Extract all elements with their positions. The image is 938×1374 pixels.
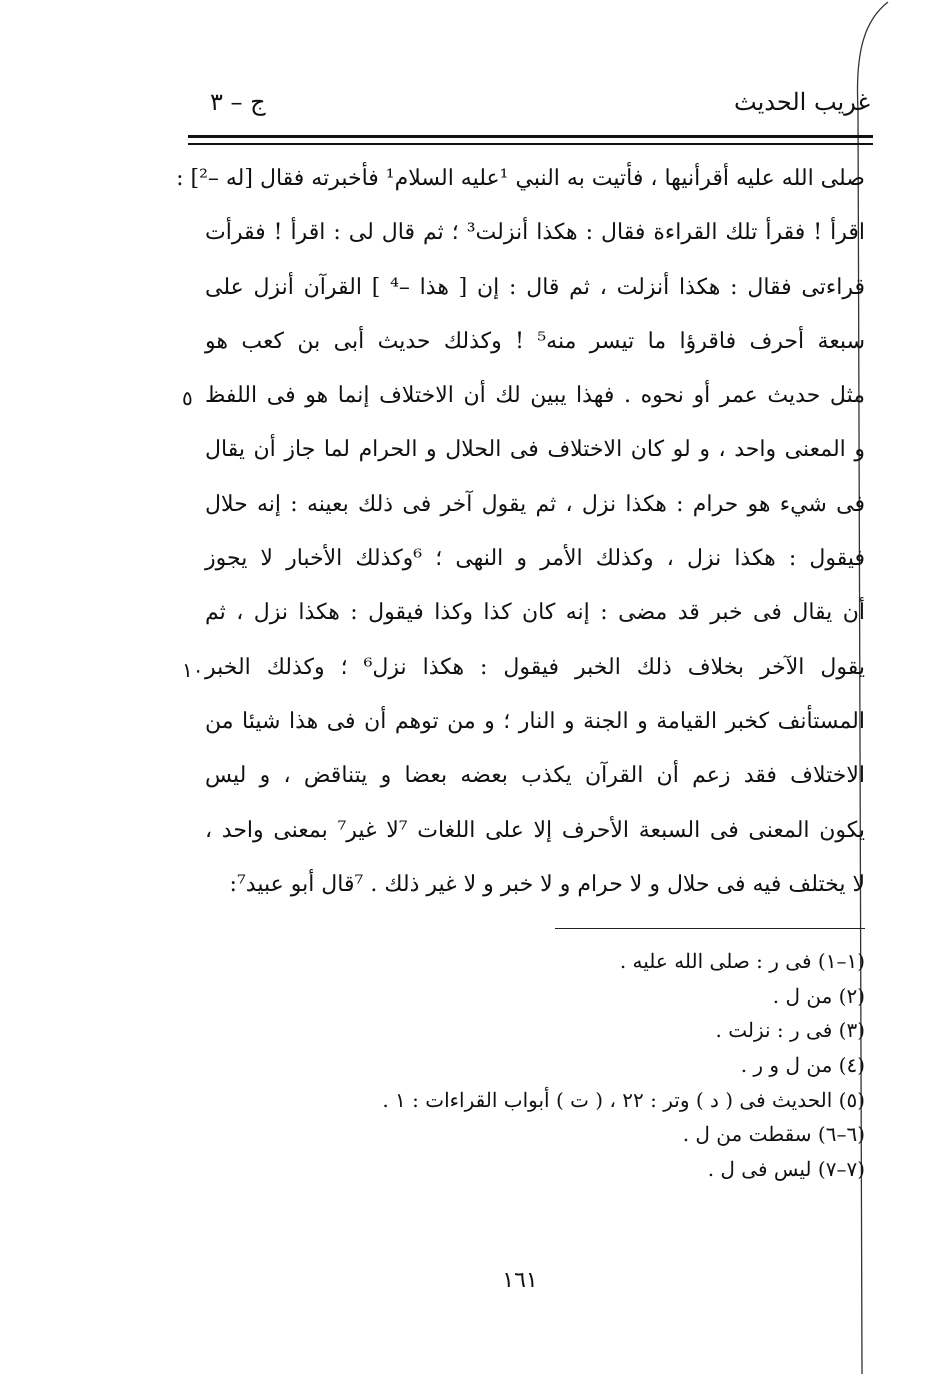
text-line: اقرأ ! فقرأ تلك القراءة فقال : هكذا أنزلت³ ؛ ثم قال لى : اقرأ ! فقرأت [205,220,865,246]
text-line: سبعة أحرف فاقرؤا ما تيسر منه⁵ ! وكذلك حديث أبى بن كعب هو [205,328,866,354]
footnote: (٧–٧) ليس فى ل . [707,1157,865,1182]
footnotes [300,944,865,1187]
volume-number: ج – ٣ [210,88,266,116]
footnote: (٥) الحديث فى ( د ) وتر : ٢٢ ، ( ت ) أبواب القراءات : ١ . [382,1087,865,1112]
text-line: مثل حديث عمر أو نحوه . فهذا يبين لك أن الاختلاف إنما هو فى اللفظ [205,383,865,409]
text-line: لا يختلف فيه فى حلال و لا حرام و لا خبر و لا غير ذلك . ⁷قال أبو عبيد⁷: [229,871,865,897]
header-rule-thin [188,143,873,145]
line-number-10: ١٠ [182,658,204,682]
footnote: (١–١) فى ر : صلى الله عليه . [619,949,865,973]
footnote: (٦–٦) سقطت من ل . [682,1122,865,1147]
book-title: غريب الحديث [734,88,870,116]
text-line: فيقول : هكذا نزل ، وكذلك الأمر و النهى ؛ ⁶وكذلك الأخبار لا يجوز [205,546,865,572]
running-head [210,88,870,128]
text-line: يكون المعنى فى السبعة الأحرف إلا على اللغات ⁷لا غير⁷ بمعنى واحد ، [205,817,865,843]
text-line: فى شيء هو حرام : هكذا نزل ، ثم يقول آخر فى ذلك بعينه : إنه حلال [205,491,865,517]
line-number-5: ٥ [182,386,193,410]
text-line: الاختلاف فقد زعم أن القرآن يكذب بعضه بعضا و يتناقض ، و ليس [205,763,865,789]
text-line: صلى الله عليه أقرأنيها ، فأتيت به النبي ¹عليه السلام¹ فأخبرته فقال [له –²] : [176,166,865,191]
footnote: (٤) من ل و ر . [740,1053,865,1078]
footnote-separator [555,928,865,929]
page-number: ١٦١ [502,1268,538,1293]
text-line: يقول الآخر بخلاف ذلك الخبر فيقول : هكذا نزل⁶ ؛ وكذلك الخبر [205,654,865,680]
text-line: المستأنف كخبر القيامة و الجنة و النار ؛ و من توهم أن فى هذا شيئا من [205,708,865,734]
footnote: (٢) من ل . [772,983,865,1008]
text-line: قراءتى فقال : هكذا أنزلت ، ثم قال : إن [ هذا –⁴ ] القرآن أنزل على [205,274,866,300]
header-rule-thick [188,135,873,138]
text-line: أن يقال فى خبر قد مضى : إنه كان كذا وكذا فيقول : هكذا نزل ، ثم [205,600,865,626]
footnote: (٣) فى ر : نزلت . [715,1018,865,1043]
text-line: و المعنى واحد ، و لو كان الاختلاف فى الحلال و الحرام لما جاز أن يقال [205,437,865,463]
